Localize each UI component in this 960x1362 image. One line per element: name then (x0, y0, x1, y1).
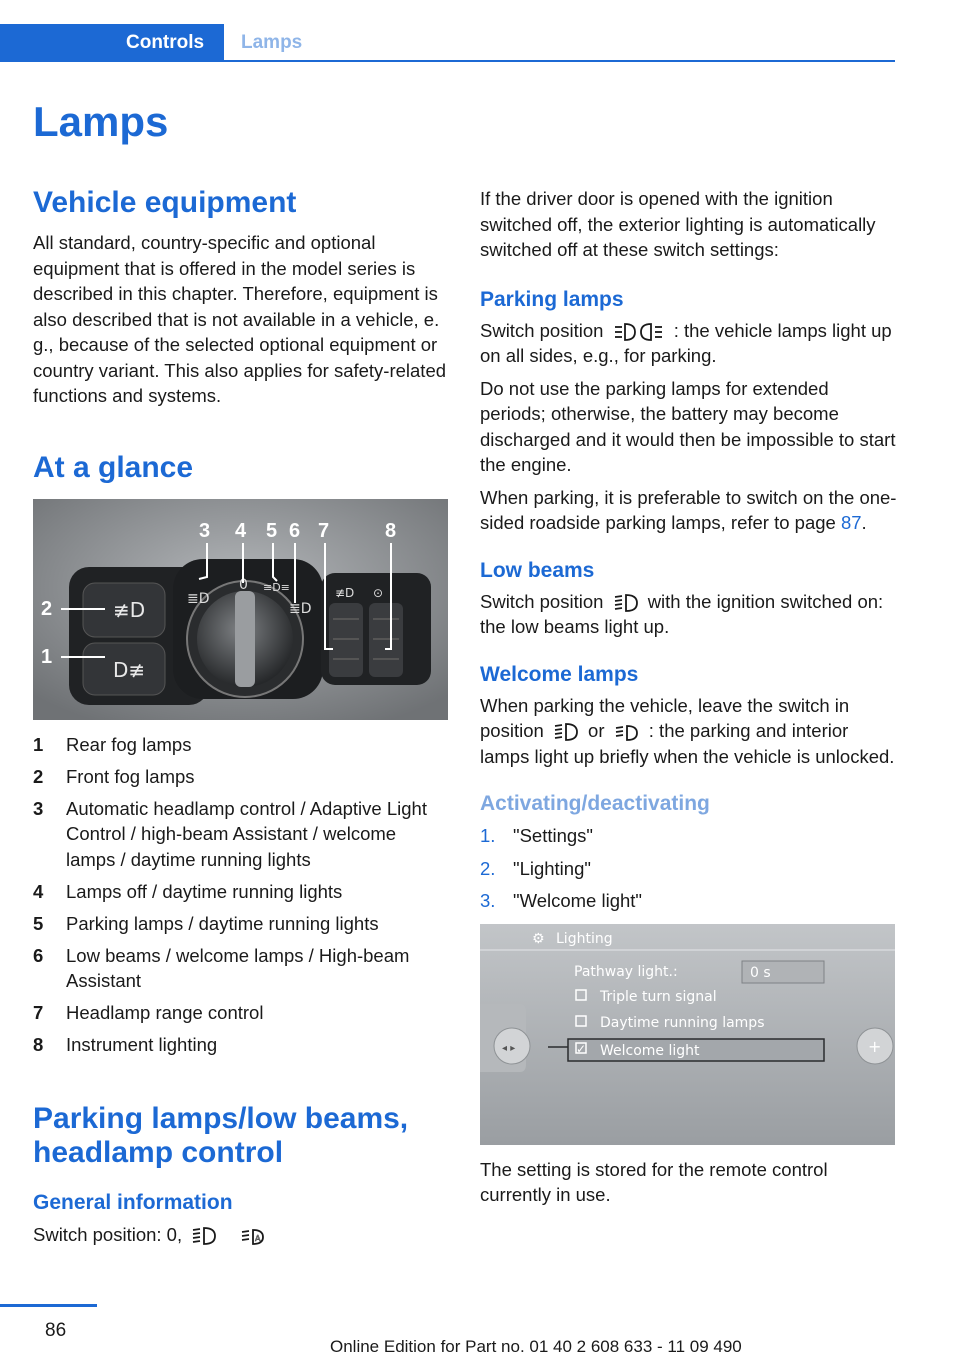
list-item: 2 Front fog lamps (33, 765, 195, 787)
heading-general-information: General information (33, 1190, 233, 1214)
low-beam-icon (191, 1226, 217, 1246)
option-triple-turn: Triple turn signal (600, 988, 717, 1005)
page-title: Lamps (33, 98, 169, 145)
vehicle-equipment-text: All standard, country-specific and optional equipment that is offered in the model series is described in this chapter. Therefore, equipment is also described that is not available in a vehicle, e. g., because of the selected optional equipment or country variant. This also applies for safety-related functions and systems. (33, 232, 447, 406)
heading-activating: Activating/deactivating (480, 792, 710, 815)
list-item: 3. "Welcome light" (480, 890, 642, 911)
list-item: 2. "Lighting" (480, 857, 591, 879)
light-switch-illustration (33, 499, 448, 720)
lighting-screen (480, 924, 895, 1145)
list-item: 4 Lamps off / daytime running lights (33, 880, 343, 902)
callout-1: 1 (41, 645, 53, 668)
closing-text: The setting is stored for the remote control currently in use. (480, 1158, 828, 1205)
lighting-screen-figure (480, 924, 895, 1145)
list-item: 1. "Settings" (480, 825, 593, 846)
heading-parking-lamps: Parking lamps (480, 287, 624, 311)
svg-text:≣D: ≣D (187, 590, 210, 607)
intro-text: If the driver door is opened with the ignition switched off, the exterior lighting is automatically switched off at these switch settings: (480, 188, 876, 260)
left-column (33, 186, 449, 1247)
parking-lamps-warning: Do not use the parking lamps for extended periods; otherwise, the battery may become discharged and it would then be impossible to start the engine. (480, 377, 896, 475)
svg-text:≢D: ≢D (113, 597, 146, 622)
callout-4: 4 (235, 519, 247, 542)
svg-text:+: + (868, 1036, 882, 1056)
welcome-lamps-text: When parking the vehicle, leave the switch in position or : the parking and interior lamps light up briefly when the vehicle is unlocked. (480, 694, 895, 767)
heading-low-beams: Low beams (480, 558, 595, 582)
svg-text:A: A (255, 1233, 261, 1243)
list-item: 5 Parking lamps / daytime running lights (33, 912, 379, 934)
callout-2: 2 (41, 597, 53, 620)
steps-list (480, 823, 898, 914)
header-tabs (0, 24, 895, 62)
svg-text:≣D: ≣D (289, 600, 312, 617)
edition-text: Online Edition for Part no. 01 40 2 608 633 - 11 09 490 (330, 1337, 742, 1356)
svg-text:⚙: ⚙ (532, 930, 545, 947)
heading-parking-low-beams: Parking lamps/low beams, headlamp control (33, 1101, 409, 1169)
svg-text:≡D≡: ≡D≡ (263, 580, 290, 594)
glance-list (33, 732, 449, 1058)
auto-headlamp-icon (240, 1226, 266, 1246)
callout-6: 6 (289, 519, 301, 542)
svg-text:0: 0 (239, 576, 248, 593)
light-switch-figure (33, 499, 448, 720)
svg-text:≢D: ≢D (335, 585, 355, 600)
heading-vehicle-equipment: Vehicle equipment (33, 186, 297, 219)
parking-lamps-text: Switch position : the vehicle lamps light up on all sides, e.g., for parking. (480, 319, 892, 366)
pathway-label: Pathway light.: (574, 963, 678, 980)
callout-7: 7 (318, 519, 330, 542)
parking-lamp-icon (613, 322, 665, 342)
svg-text:✓: ✓ (576, 1041, 587, 1056)
tab-controls[interactable]: Controls (0, 24, 224, 62)
parking-lamps-roadside: When parking, it is preferable to switch on the one-sided roadside parking lamps, refer to page 87. (480, 486, 897, 533)
tab-lamps[interactable]: Lamps (241, 32, 303, 53)
right-column (480, 186, 898, 1208)
option-welcome: Welcome light (600, 1042, 700, 1059)
low-beams-text: Switch position with the ignition switched on: the low beams light up. (480, 590, 884, 637)
svg-text:D≢: D≢ (113, 657, 146, 682)
general-information-text: Switch position: 0, A (33, 1222, 449, 1248)
footer-rule (0, 1304, 97, 1307)
screen-title: Lighting (556, 930, 613, 947)
callout-3: 3 (199, 519, 211, 542)
list-item: 6 Low beams / welcome lamps / High-beam Assistant (33, 944, 410, 991)
svg-text:⊙: ⊙ (373, 585, 384, 600)
low-beam-icon (613, 593, 639, 613)
page-number: 86 (45, 1320, 67, 1341)
option-daytime: Daytime running lamps (600, 1014, 765, 1031)
svg-text:◂ ▸: ◂ ▸ (502, 1042, 516, 1054)
low-beam-icon (553, 722, 579, 742)
callout-8: 8 (385, 519, 397, 542)
list-item: 1 Rear fog lamps (33, 733, 192, 755)
heading-welcome-lamps: Welcome lamps (480, 662, 639, 686)
list-item: 7 Headlamp range control (33, 1002, 264, 1023)
auto-headlamp-icon (614, 722, 640, 742)
callout-5: 5 (266, 519, 278, 542)
page-link[interactable]: 87 (840, 512, 862, 533)
pathway-value: 0 s (750, 964, 771, 981)
list-item: 8 Instrument lighting (33, 1034, 218, 1055)
heading-at-a-glance: At a glance (33, 450, 194, 484)
list-item: 3 Automatic headlamp control / Adaptive Light Control / high-beam Assistant / welcome lamps / daytime running lights (33, 797, 427, 870)
